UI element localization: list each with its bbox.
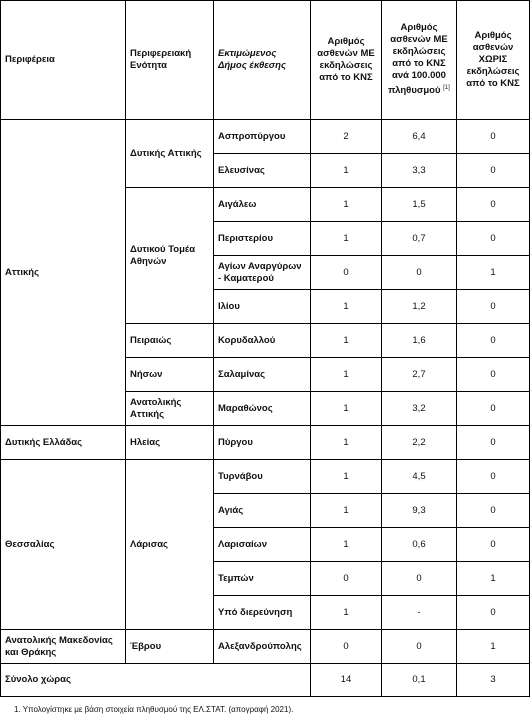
nocns-cell: 0 <box>457 324 530 358</box>
nocns-cell: 0 <box>457 290 530 324</box>
per100k-cell: 2,2 <box>382 426 457 460</box>
nocns-cell: 0 <box>457 494 530 528</box>
header-no-cns-cases: Αριθμός ασθενών ΧΩΡΙΣ εκδηλώσεις από το ΚΝΣ <box>457 1 530 120</box>
municipality-cell: Τεμπών <box>214 562 311 596</box>
cns-cell: 1 <box>311 494 382 528</box>
nocns-cell: 0 <box>457 188 530 222</box>
total-nocns: 3 <box>457 664 530 697</box>
cns-cell: 1 <box>311 154 382 188</box>
cns-cell: 0 <box>311 256 382 290</box>
header-per-100k-text: Αριθμός ασθενών ΜΕ εκδηλώσεις από το ΚΝΣ ανά 100.000 πληθυσμού <box>388 22 448 97</box>
header-row <box>1 1 530 120</box>
municipality-cell: Ιλίου <box>214 290 311 324</box>
per100k-cell: 6,4 <box>382 120 457 154</box>
unit-cell: Ηλείας <box>126 426 214 460</box>
cns-cell: 1 <box>311 528 382 562</box>
per100k-cell: 3,3 <box>382 154 457 188</box>
municipality-cell: Σαλαμίνας <box>214 358 311 392</box>
municipality-cell: Λαρισαίων <box>214 528 311 562</box>
municipality-cell: Ελευσίνας <box>214 154 311 188</box>
region-cell: Αττικής <box>1 120 126 426</box>
municipality-cell: Ασπροπύργου <box>214 120 311 154</box>
total-label: Σύνολο χώρας <box>1 664 311 697</box>
cns-cell: 1 <box>311 188 382 222</box>
per100k-cell: 9,3 <box>382 494 457 528</box>
header-per-100k <box>382 1 457 120</box>
unit-cell: Ανατολικής Αττικής <box>126 392 214 426</box>
unit-cell: Νήσων <box>126 358 214 392</box>
per100k-cell: 2,7 <box>382 358 457 392</box>
municipality-cell: Αγιάς <box>214 494 311 528</box>
unit-cell: Δυτικού Τομέα Αθηνών <box>126 188 214 324</box>
unit-cell: Έβρου <box>126 630 214 664</box>
cns-cell: 1 <box>311 460 382 494</box>
header-cns-cases: Αριθμός ασθενών ΜΕ εκδηλώσεις από το ΚΝΣ <box>311 1 382 120</box>
nocns-cell: 0 <box>457 460 530 494</box>
unit-cell: Δυτικής Αττικής <box>126 120 214 188</box>
unit-cell: Λάρισας <box>126 460 214 630</box>
nocns-cell: 0 <box>457 392 530 426</box>
cns-cell: 1 <box>311 392 382 426</box>
header-municipality: Εκτιμώμενος Δήμος έκθεσης <box>214 1 311 120</box>
municipality-cell: Τυρνάβου <box>214 460 311 494</box>
nocns-cell: 0 <box>457 154 530 188</box>
header-regional-unit: Περιφερειακή Ενότητα <box>126 1 214 120</box>
unit-cell: Πειραιώς <box>126 324 214 358</box>
table-row <box>1 426 530 460</box>
region-cell: Ανατολικής Μακεδονίας και Θράκης <box>1 630 126 664</box>
nocns-cell: 0 <box>457 528 530 562</box>
cns-cell: 1 <box>311 222 382 256</box>
nocns-cell: 0 <box>457 358 530 392</box>
region-cell: Θεσσαλίας <box>1 460 126 630</box>
municipality-cell: Αιγάλεω <box>214 188 311 222</box>
per100k-cell: 0 <box>382 256 457 290</box>
nocns-cell: 1 <box>457 562 530 596</box>
per100k-cell: 1,5 <box>382 188 457 222</box>
footnote: 1. Υπολογίστηκε με βάση στοιχεία πληθυσμού της ΕΛ.ΣΤΑΤ. (απογραφή 2021). <box>14 705 294 714</box>
cns-cell: 1 <box>311 426 382 460</box>
table-row <box>1 120 530 154</box>
nocns-cell: 0 <box>457 596 530 630</box>
municipality-cell: Υπό διερεύνηση <box>214 596 311 630</box>
total-per100k: 0,1 <box>382 664 457 697</box>
nocns-cell: 0 <box>457 426 530 460</box>
municipality-cell: Αλεξανδρούπολης <box>214 630 311 664</box>
nocns-cell: 0 <box>457 222 530 256</box>
cns-cell: 0 <box>311 562 382 596</box>
cns-cell: 1 <box>311 290 382 324</box>
per100k-cell: 0 <box>382 562 457 596</box>
municipality-cell: Μαραθώνος <box>214 392 311 426</box>
per100k-cell: - <box>382 596 457 630</box>
per100k-cell: 0,6 <box>382 528 457 562</box>
municipality-cell: Πύργου <box>214 426 311 460</box>
footnote-ref: [1] <box>443 85 450 92</box>
table-row <box>1 630 530 664</box>
total-row <box>1 664 530 697</box>
per100k-cell: 4,5 <box>382 460 457 494</box>
cns-cell: 1 <box>311 324 382 358</box>
per100k-cell: 1,6 <box>382 324 457 358</box>
cns-cell: 0 <box>311 630 382 664</box>
nocns-cell: 0 <box>457 120 530 154</box>
nocns-cell: 1 <box>457 256 530 290</box>
cns-cell: 1 <box>311 358 382 392</box>
table-row <box>1 460 530 494</box>
municipality-cell: Κορυδαλλού <box>214 324 311 358</box>
per100k-cell: 3,2 <box>382 392 457 426</box>
per100k-cell: 0,7 <box>382 222 457 256</box>
total-cns: 14 <box>311 664 382 697</box>
cns-cell: 1 <box>311 596 382 630</box>
nocns-cell: 1 <box>457 630 530 664</box>
region-cell: Δυτικής Ελλάδας <box>1 426 126 460</box>
cns-cell: 2 <box>311 120 382 154</box>
per100k-cell: 1,2 <box>382 290 457 324</box>
header-region: Περιφέρεια <box>1 1 126 120</box>
per100k-cell: 0 <box>382 630 457 664</box>
municipality-cell: Αγίων Αναργύρων - Καματερού <box>214 256 311 290</box>
municipality-cell: Περιστερίου <box>214 222 311 256</box>
